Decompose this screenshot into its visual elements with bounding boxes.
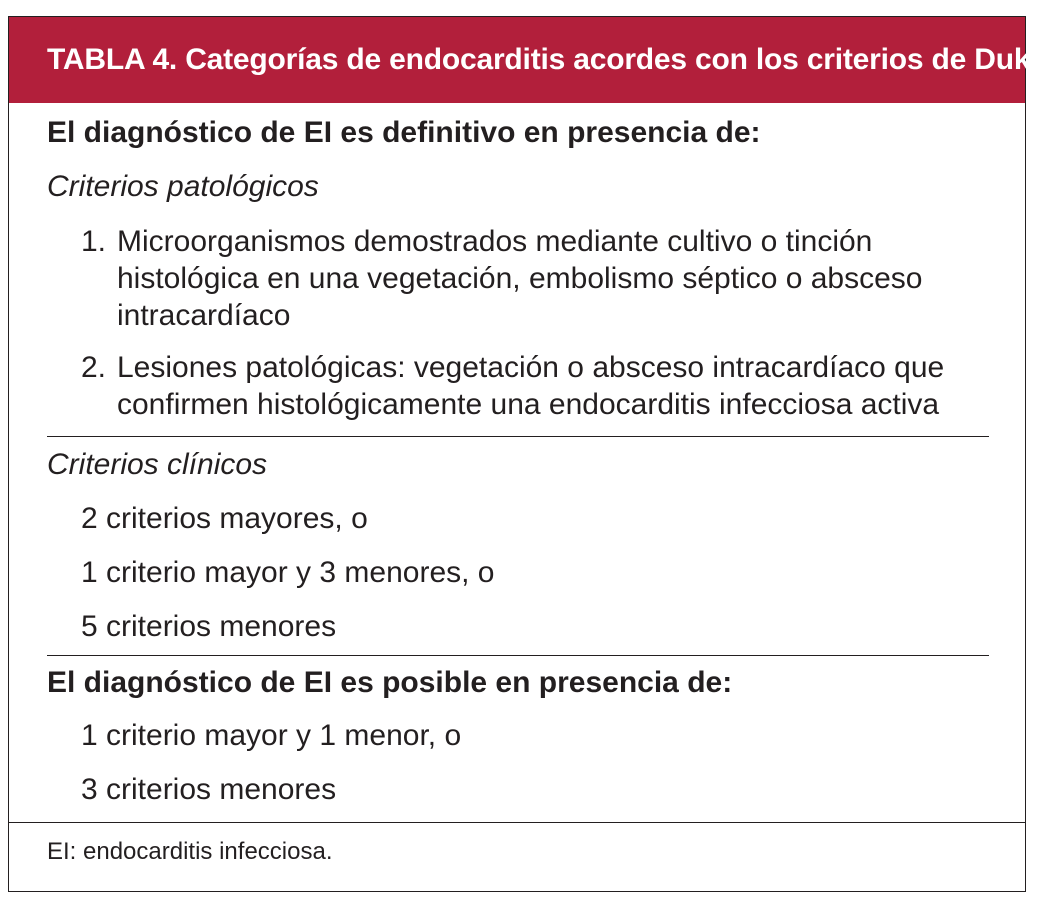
item-line: Microorganismos demostrados mediante cultivo o tinción	[117, 225, 873, 258]
pathological-criteria-label: Criterios patológicos	[47, 170, 319, 203]
table-4	[8, 16, 1047, 892]
divider	[47, 655, 989, 656]
item-line: intracardíaco	[117, 299, 291, 332]
item-number: 1.	[81, 225, 107, 258]
item-number: 2.	[81, 351, 107, 384]
possible-item: 1 criterio mayor y 1 menor, o	[81, 719, 462, 752]
pathological-item-2	[81, 350, 945, 421]
divider	[47, 436, 989, 437]
table-title: TABLA 4. Categorías de endocarditis acordes con los criterios de Duke	[9, 17, 1025, 103]
item-line: histológica en una vegetación, embolismo séptico o absceso	[117, 262, 923, 295]
possible-heading: El diagnóstico de EI es posible en presencia de:	[47, 666, 733, 699]
definitive-heading: El diagnóstico de EI es definitivo en presencia de:	[47, 116, 761, 149]
footnote-divider	[9, 822, 1025, 823]
clinical-item: 5 criterios menores	[81, 610, 337, 643]
clinical-item: 1 criterio mayor y 3 menores, o	[81, 556, 495, 589]
footnote: EI: endocarditis infecciosa.	[47, 838, 333, 865]
pathological-item-1	[81, 224, 923, 332]
item-line: confirmen histológicamente una endocarditis infecciosa activa	[117, 388, 940, 421]
clinical-item: 2 criterios mayores, o	[81, 502, 368, 535]
clinical-criteria-label: Criterios clínicos	[47, 448, 268, 481]
possible-item: 3 criterios menores	[81, 773, 337, 806]
item-line: Lesiones patológicas: vegetación o absceso intracardíaco que	[117, 351, 945, 384]
